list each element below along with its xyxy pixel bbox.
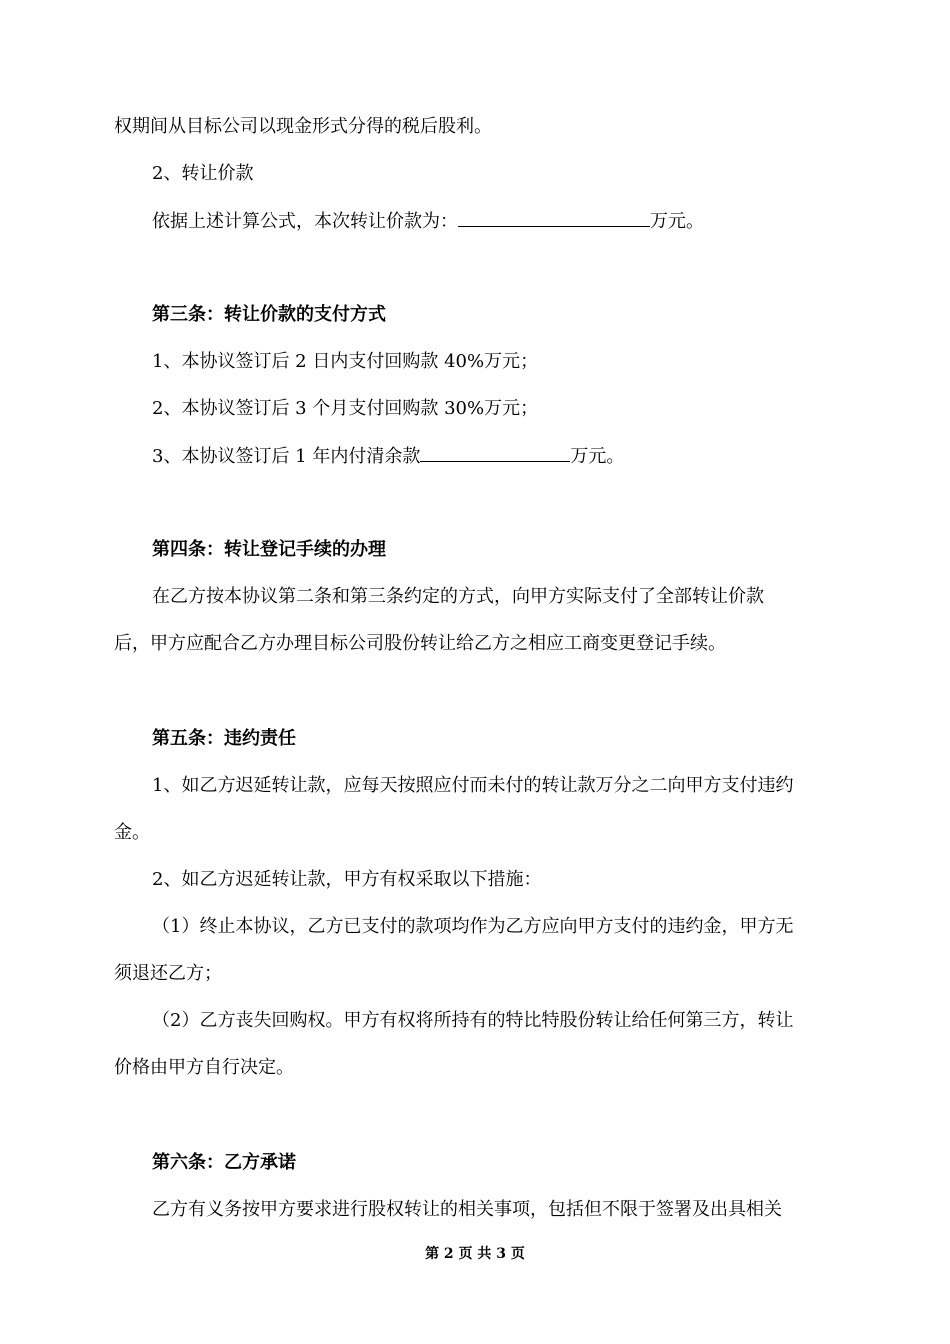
paragraph-line: 金。 xyxy=(114,822,150,843)
paragraph-line: （2）乙方丧失回购权。甲方有权将所持有的特比特股份转让给任何第三方，转让 xyxy=(152,1010,794,1031)
page-number-footer: 第 2 页 共 3 页 xyxy=(425,1246,525,1262)
paragraph-line: 2、如乙方迟延转让款，甲方有权采取以下措施： xyxy=(152,869,542,890)
paragraph-line xyxy=(152,208,704,235)
paragraph-line: 乙方有义务按甲方要求进行股权转让的相关事项，包括但不限于签署及出具相关 xyxy=(152,1199,782,1220)
paragraph-line: （1）终止本协议，乙方已支付的款项均作为乙方应向甲方支付的违约金，甲方无 xyxy=(152,916,794,937)
balance-blank xyxy=(420,443,570,462)
paragraph-line: 价格由甲方自行决定。 xyxy=(114,1057,294,1078)
price-label: 依据上述计算公式，本次转让价款为： xyxy=(152,211,458,232)
list-item-text: 3、本协议签订后 1 年内付清余款 xyxy=(152,446,421,467)
list-item: 2、本协议签订后 3 个月支付回购款 30%万元； xyxy=(152,398,539,419)
paragraph-line: 权期间从目标公司以现金形式分得的税后股利。 xyxy=(114,116,492,137)
price-unit: 万元。 xyxy=(650,211,704,232)
paragraph-line: 后，甲方应配合乙方办理目标公司股份转让给乙方之相应工商变更登记手续。 xyxy=(114,633,726,654)
article-6-heading: 第六条：乙方承诺 xyxy=(152,1152,296,1173)
balance-unit: 万元。 xyxy=(570,446,625,467)
paragraph-line: 在乙方按本协议第二条和第三条约定的方式，向甲方实际支付了全部转让价款 xyxy=(152,586,764,607)
article-5-heading: 第五条：违约责任 xyxy=(152,728,296,749)
paragraph-line: 须退还乙方； xyxy=(114,963,222,984)
list-item: 1、本协议签订后 2 日内支付回购款 40%万元； xyxy=(152,351,539,372)
paragraph-line: 1、如乙方迟延转让款，应每天按照应付而未付的转让款万分之二向甲方支付违约 xyxy=(152,775,794,796)
article-4-heading: 第四条：转让登记手续的办理 xyxy=(152,539,386,560)
section-subheading: 2、转让价款 xyxy=(152,163,254,184)
list-item xyxy=(152,443,624,470)
article-3-heading: 第三条：转让价款的支付方式 xyxy=(152,304,386,325)
price-blank xyxy=(458,208,650,227)
